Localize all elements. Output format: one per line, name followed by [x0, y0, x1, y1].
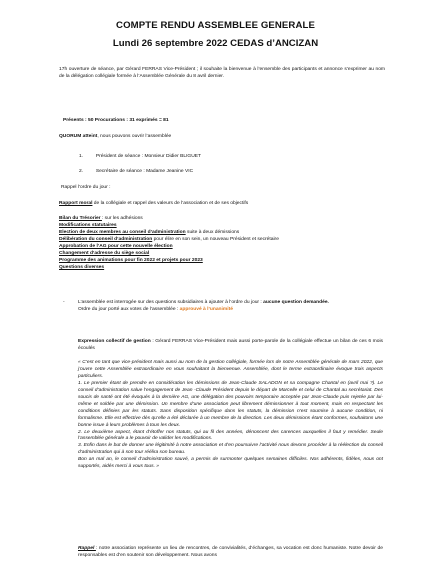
intro-text: 17h ouverture de séance, par Gérard FERRAS Vice-Président ; il souhaite la bienvenue à l’ensemble des participants et annonce s’exprimer au nom de la délégation collégiale formée à l’Assemblée Générale du 8 avril dernier. — [59, 67, 385, 80]
agenda-item: Approbation de l’AG pour cette nouvelle élection — [59, 244, 173, 249]
speech-paragraph: 2. Le deuxième aspect, étant d’étoffer nos statuts, qui au fil des années, dénoncent des carences auxquelles il faut y remédier. Seule l’assemblée générale a le pouvoir de valider les modifications. — [78, 429, 383, 442]
expression-paragraph — [78, 338, 383, 352]
agenda-item: Modifications statutaires — [59, 223, 117, 228]
agenda-item: Election de deux membres au conseil d’administration suite à deux démissions — [59, 230, 240, 235]
expression-label: Expression collectif de gestion — [78, 339, 151, 344]
speech-block — [78, 360, 383, 471]
agenda-item: Bilan du Trésorier : sur les adhésions — [59, 216, 143, 221]
quorum-text: , nous pouvons ouvrir l’assemblée — [97, 134, 172, 139]
agenda-item: Programme des animations pour fin 2022 et projets pour 2023 — [59, 258, 203, 263]
attendance-line: Présents : 50 Procurations : 31 exprimés = 81 — [63, 118, 169, 123]
officer-item-2 — [79, 168, 193, 175]
agenda-item: Changement d’adresse du siège social — [59, 251, 150, 256]
subsidiary-text: L’assemblée est interrogée sur des questions subsidiaires à ajouter à l’ordre du jour : — [78, 300, 264, 305]
quorum-line — [59, 133, 171, 140]
rapport-moral-text: de la collégiale et rappel des valeurs de l’association et de ses objectifs — [92, 201, 249, 206]
rapport-moral-line — [59, 200, 248, 207]
agenda-intro: Rappel l’ordre du jour : — [61, 185, 111, 190]
bullet-dash: - — [63, 300, 65, 305]
speech-paragraph: Bon an mal an, le conseil d’administration sauvé, a permis de surmonter quelques semaines difficiles. Nos adhérents, fidèles, nous ont supportés, aidés merci à vous tous. » — [78, 457, 383, 470]
officer-item-1 — [79, 153, 201, 160]
rapport-moral-label: Rapport moral — [59, 201, 93, 206]
officer-number: 1. — [79, 154, 84, 159]
subsidiary-answer: aucune question demandée. — [263, 300, 329, 305]
rappel-paragraph — [78, 545, 383, 559]
intro-paragraph — [59, 66, 385, 80]
agenda-item: Questions diverses — [59, 265, 105, 270]
rappel-text: : notre association représente un lieu de rencontres, de convivialités, d’échanges, sa vocation est donc humaniste. Notre devoir de responsables est d’en soutenir son développement. Nous avons — [78, 546, 383, 559]
agenda-item: Délibération du conseil d’administration pour élire en son sein, un nouveau Président et secrétaire — [59, 237, 279, 242]
speech-paragraph: « C’est en tant que vice-président mais aussi au nom de la gestion collégiale, formée lors de notre Assemblée générale de mars 2022, que j’ouvre cette Assemblée extraordinaire en vous souhaitant la bienvenue. Assemblée, dont le terme extraordinaire évoque trois aspects particuliers. — [78, 360, 383, 379]
document-subtitle: Lundi 26 septembre 2022 CEDAS d’ANCIZAN — [112, 38, 319, 49]
expression-text: : Gérard FERRAS Vice-Président mais aussi porte-parole de la collégiale effectue un bilan de ces 6 mois écoulés — [78, 339, 383, 352]
speech-paragraph: 1. Le premier étant de prendre en considération les démissions de Jean-Claude SALADON et sa compagne Chantal en (avril mai ?). Le conseil d’administration salue l’engagement de Jean -Claude Président depuis le départ de Marcelle et celui de Chantal au secrétariat. Des soucis de santé ont été évoqués à la dernière AG, une délégation des pouvoirs temporaire acceptée par Jean-Claude puis rejetée par lui-même et soldée par une démission. Un membre d’une association peut librement démissionner à tout moment, mais en respectant les conditions définies par les statuts. Sans disposition spécifique dans les statuts, la démission n’est soumise à aucune condition, ni formalisme. Elle est effective dès qu’elle a été déclarée à un membre de la direction. Les deux démissions étant conformes, souhaitons une bonne issue à leurs problèmes à tous les deux. — [78, 380, 383, 428]
officer-number: 2. — [79, 169, 84, 174]
officer-text: Président de séance : Monsieur Didier BLIGUET — [95, 154, 202, 159]
rappel-label: Rappel — [78, 546, 96, 551]
speech-paragraph: 3. Enfin dans le but de donner une légitimité à notre association et d’en poursuivre l’activité nous devons procéder à la réélection du conseil d’administration qui à son tour réélira son bureau. — [78, 443, 383, 456]
quorum-label: QUORUM atteint — [59, 134, 98, 139]
subsidiary-questions — [78, 299, 383, 313]
document-title: COMPTE RENDU ASSEMBLEE GENERALE — [116, 20, 315, 31]
vote-result: approuvé à l’unanimité — [179, 307, 233, 313]
officer-text: Secrétaire de séance : Madame Jeanine VIC — [95, 169, 194, 174]
agenda-list — [59, 215, 279, 271]
vote-text: Ordre du jour porté aux votes de l’assemblée : — [78, 307, 180, 313]
